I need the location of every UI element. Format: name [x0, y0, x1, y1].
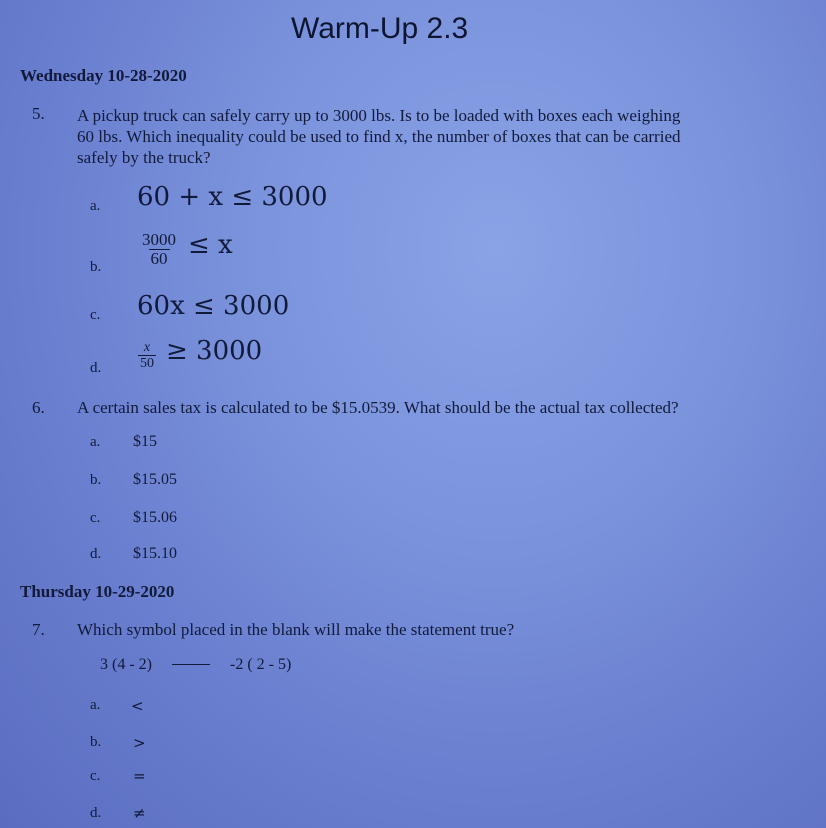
fraction — [138, 340, 156, 371]
choice-letter-a: a. — [90, 198, 101, 214]
choice-letter-d: d. — [90, 546, 102, 562]
fraction-numerator: x — [143, 339, 151, 355]
choice-letter-a: a. — [90, 697, 101, 713]
choice-symbol-d: ≠ — [133, 804, 146, 822]
question-number: 5. — [32, 104, 45, 123]
choice-letter-d: d. — [90, 360, 102, 376]
inequality-rest: ≤ x — [188, 230, 233, 260]
fraction-numerator: 3000 — [142, 229, 176, 249]
question-text-line: A pickup truck can safely carry up to 3000 lbs. Is to be loaded with boxes each weighing — [77, 106, 681, 125]
statement — [100, 656, 291, 674]
choice-letter-c: c. — [90, 307, 101, 323]
question-text: Which symbol placed in the blank will make the statement true? — [77, 620, 515, 639]
choice-symbol-b: > — [133, 734, 146, 752]
choice-letter-b: b. — [90, 734, 102, 750]
choice-letter-b: b. — [90, 472, 102, 488]
question-text-line: safely by the truck? — [77, 148, 211, 167]
section-heading-thursday: Thursday 10-29-2020 — [20, 582, 175, 601]
choice-letter-c: c. — [90, 768, 101, 784]
choice-letter-b: b. — [90, 259, 102, 275]
fraction — [140, 231, 178, 268]
choice-expression-b — [140, 230, 233, 268]
choice-expression-d — [138, 336, 262, 371]
choice-value-b: $15.05 — [133, 471, 177, 488]
choice-value-c: $15.06 — [133, 509, 177, 526]
choice-expression-c: 60x ≤ 3000 — [137, 291, 290, 321]
fraction-denominator: 50 — [140, 355, 154, 371]
choice-value-d: $15.10 — [133, 545, 177, 562]
choice-letter-d: d. — [90, 805, 102, 821]
question-number: 6. — [32, 398, 45, 417]
choice-symbol-a: < — [131, 697, 144, 715]
inequality-rest: ≥ 3000 — [166, 336, 263, 366]
page-title: Warm-Up 2.3 — [291, 12, 469, 45]
section-heading-wednesday: Wednesday 10-28-2020 — [20, 66, 187, 85]
left-expression: 3 (4 - 2) — [100, 656, 152, 673]
choice-value-a: $15 — [133, 433, 157, 450]
question-text: A certain sales tax is calculated to be $15.0539. What should be the actual tax collected? — [77, 398, 679, 417]
choice-letter-c: c. — [90, 510, 101, 526]
choice-expression-a: 60 + x ≤ 3000 — [137, 182, 328, 212]
question-text-line: 60 lbs. Which inequality could be used to find x, the number of boxes that can be carried — [77, 127, 681, 146]
fraction-denominator: 60 — [150, 248, 168, 268]
answer-blank — [172, 664, 210, 665]
choice-symbol-c: = — [133, 767, 146, 785]
question-number: 7. — [32, 620, 45, 639]
right-expression: -2 ( 2 - 5) — [229, 656, 292, 673]
choice-letter-a: a. — [90, 434, 101, 450]
